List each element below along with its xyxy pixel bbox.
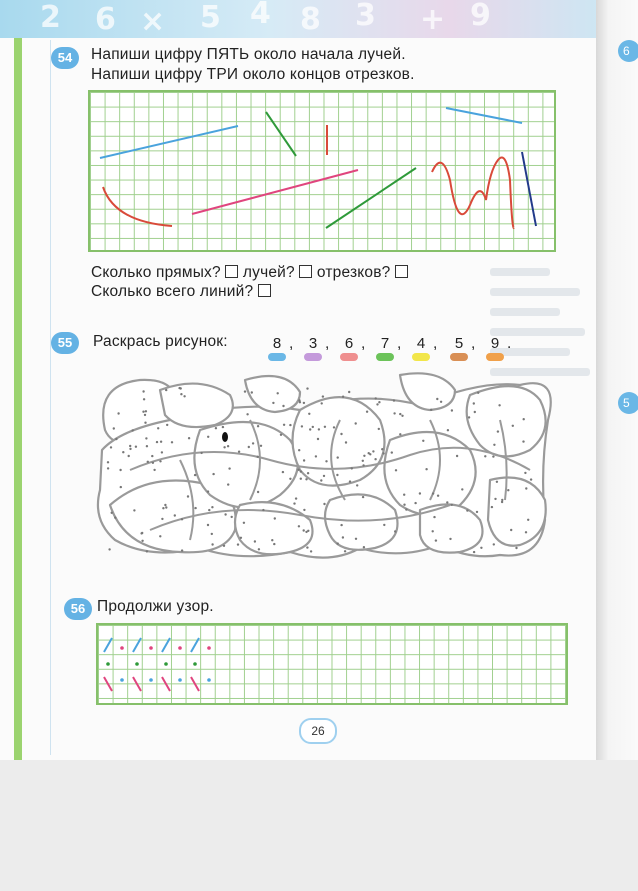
color-key-item: 6 (338, 335, 360, 361)
question-total-lines: Сколько всего линий? (91, 283, 254, 300)
next-page-tab: 6 (618, 40, 638, 62)
color-key-item: 3 (302, 335, 324, 361)
color-key-item: 4 (410, 335, 432, 361)
page-number: 26 (299, 718, 337, 744)
color-key-item: 5 (448, 335, 470, 361)
task-badge: 54 (51, 47, 79, 69)
color-key-item: 7 (374, 335, 396, 361)
question-rays: лучей? (242, 264, 295, 281)
task-55-instruction: Раскрась рисунок: (93, 333, 228, 350)
task-badge: 56 (64, 598, 92, 620)
task-56-instruction: Продолжи узор. (97, 598, 214, 615)
workbook-page: 2 6 × 5 4 8 3 + 9 6 5 54 Напиши цифру ПЯТЬ около начала лучей. Напиши цифру ТРИ около концов отрезков. Сколько прямых? лучей? отрезков? Сколько всего линий? 55 Раскрась рисунок: 8 , 3 , 6 , 7 , 4 , 5 , 9 . 56 Продолжи узор. 26 (0, 0, 638, 760)
decorative-banner: 2 6 × 5 4 8 3 + 9 (0, 0, 600, 38)
color-key-item: 8 (266, 335, 288, 361)
question-segments: отрезков? (316, 264, 391, 281)
task-54-instruction-2: Напиши цифру ТРИ около концов отрезков. (91, 66, 415, 83)
task-54-instruction-1: Напиши цифру ПЯТЬ около начала лучей. (91, 46, 406, 63)
task-badge: 55 (51, 332, 79, 354)
color-key-item: 9 (484, 335, 506, 361)
question-straight-lines: Сколько прямых? (91, 264, 221, 281)
next-page-tab: 5 (618, 392, 638, 414)
